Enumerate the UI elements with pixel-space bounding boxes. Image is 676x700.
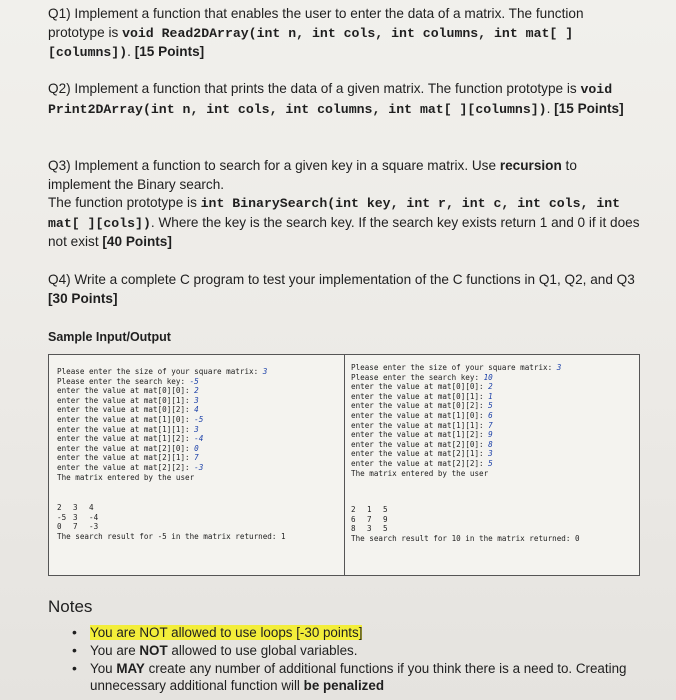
console-prompt: enter the value at mat[1][1]: (351, 420, 489, 430)
console-prompt: enter the value at mat[2][1]: (57, 453, 195, 463)
note-text: allowed to use global variables. (167, 643, 358, 658)
matrix-row (57, 513, 286, 523)
matrix-cell: -3 (89, 522, 99, 532)
console-line (57, 473, 267, 483)
console-input-value: 9 (488, 430, 493, 440)
console-input-value: 2 (194, 386, 199, 396)
matrix-cell: 3 (367, 524, 372, 534)
console-prompt: Please enter the search key: (351, 372, 484, 382)
question-3 (48, 157, 640, 252)
q4-text: Q4) Write a complete C program to test your implementation of the C functions in Q1, Q2, and Q3 (48, 272, 635, 287)
console-input-value: 3 (262, 367, 268, 376)
console-input-value: 2 (488, 382, 493, 392)
console-prompt: enter the value at mat[1][2]: (351, 430, 489, 440)
console-prompt: enter the value at mat[1][0]: (351, 410, 489, 420)
console-prompt: enter the value at mat[0][0]: (57, 386, 195, 396)
matrix-row (351, 505, 580, 515)
console-input-value: -5 (189, 376, 199, 386)
question-2 (48, 80, 640, 119)
console-prompt: enter the value at mat[1][0]: (57, 414, 195, 424)
q3-prototype: int BinarySearch(int key, int r, int c, int cols, int mat[ ][cols]) (48, 196, 621, 231)
console-prompt: enter the value at mat[0][2]: (351, 401, 489, 411)
console-input-value: 8 (488, 439, 493, 449)
matrix-cell: 0 (57, 522, 62, 532)
console-line (351, 373, 561, 383)
sample-title: Sample Input/Output (48, 330, 171, 344)
note-item (72, 624, 652, 641)
console-line (351, 459, 561, 469)
console-prompt: enter the value at mat[0][2]: (57, 405, 195, 415)
matrix-cell: -4 (89, 512, 99, 522)
sample-left-column (49, 355, 345, 575)
note-item (72, 660, 652, 694)
console-input-value: 5 (488, 401, 493, 411)
console-input-value: 3 (488, 449, 493, 459)
q3-text-a: Q3) Implement a function to search for a given key in a square matrix. Use (48, 158, 500, 173)
console-line (351, 421, 561, 431)
console-line (351, 469, 561, 479)
q1-points: [15 Points] (134, 44, 205, 60)
console-line (57, 425, 267, 435)
matrix-row (351, 515, 580, 525)
console-line (351, 363, 561, 373)
q3-recursion: recursion (499, 158, 562, 173)
console-input-value: 1 (488, 391, 493, 401)
note-no-loops: You are NOT allowed to use loops [-30 points] (90, 625, 363, 640)
q3-text-b: to implement the Binary search. (48, 158, 577, 192)
console-line (57, 453, 267, 463)
console-line (57, 415, 267, 425)
console-line (351, 382, 561, 392)
note-text: You (90, 661, 117, 676)
console-line (57, 367, 267, 377)
console-input-value: -3 (194, 462, 204, 472)
search-result-line: The search result for -5 in the matrix returned: 1 (57, 531, 286, 541)
console-line (351, 430, 561, 440)
note-bold: NOT (139, 643, 168, 658)
console-line (351, 392, 561, 402)
right-console-lines (351, 363, 561, 478)
q1-text: Q1) Implement a function that enables the user to enter the data of a matrix. The function prototype is (48, 6, 584, 40)
matrix-cell: 7 (367, 514, 372, 524)
console-input-value: 3 (194, 424, 199, 434)
matrix-cell: 5 (383, 505, 388, 514)
matrix-row (351, 524, 580, 534)
matrix-cell: 5 (383, 524, 388, 534)
console-input-value: 7 (488, 420, 493, 430)
console-prompt: enter the value at mat[2][0]: (351, 439, 489, 449)
q1-prototype: void Read2DArray(int n, int cols, int columns, int mat[ ][columns]) (48, 25, 574, 61)
console-prompt: enter the value at mat[1][2]: (57, 434, 195, 444)
q3-text-c: The function prototype is (48, 195, 201, 211)
console-prompt: The matrix entered by the user (351, 468, 489, 478)
sample-io-table (48, 354, 640, 576)
console-input-value: 3 (194, 395, 199, 405)
notes-title: Notes (48, 597, 93, 616)
note-bold: MAY (116, 661, 145, 676)
sample-right-column (345, 355, 639, 575)
console-line (57, 444, 267, 454)
matrix-cell: 2 (57, 503, 62, 512)
console-prompt: enter the value at mat[2][0]: (57, 443, 195, 453)
right-matrix-output (351, 505, 580, 543)
note-text: You are (90, 643, 140, 658)
matrix-cell: 3 (73, 503, 78, 512)
console-line (351, 401, 561, 411)
console-prompt: enter the value at mat[0][0]: (351, 382, 489, 392)
console-line (351, 449, 561, 459)
console-prompt: enter the value at mat[2][2]: (351, 458, 489, 468)
console-line (57, 405, 267, 415)
console-input-value: 6 (488, 410, 493, 420)
console-prompt: enter the value at mat[2][1]: (351, 449, 489, 459)
matrix-cell: -5 (57, 512, 67, 522)
matrix-cell: 9 (383, 514, 388, 524)
question-4 (48, 271, 640, 308)
console-input-value: -4 (194, 434, 204, 444)
q2-prototype: void Print2DArray(int n, int cols, int columns, int mat[ ][columns]) (48, 82, 613, 117)
matrix-cell: 2 (351, 505, 356, 514)
q2-points: [15 Points] (554, 100, 624, 116)
note-text: create any number of additional functions if you think there is a need to. Creating unnecessary additional function will (90, 661, 627, 693)
console-prompt: enter the value at mat[0][1]: (351, 391, 489, 401)
console-prompt: enter the value at mat[1][1]: (57, 424, 195, 434)
search-result-line: The search result for 10 in the matrix returned: 0 (351, 533, 580, 543)
console-prompt: enter the value at mat[2][2]: (57, 462, 195, 472)
console-input-value: 5 (488, 458, 493, 468)
notes-list (72, 624, 652, 695)
question-1 (48, 5, 640, 63)
q3-points: [40 Points] (102, 234, 172, 250)
console-input-value: 0 (194, 443, 199, 453)
matrix-cell: 3 (73, 512, 78, 522)
q3-text-d: . Where the key is the search key. If the search key exists return 1 and 0 if it does not exist (48, 214, 640, 250)
matrix-cell: 1 (367, 505, 372, 514)
console-line (57, 434, 267, 444)
left-matrix-output (57, 503, 286, 541)
console-input-value: 3 (556, 363, 562, 372)
console-line (351, 411, 561, 421)
matrix-row (57, 522, 286, 532)
matrix-row (57, 503, 286, 513)
q1-suffix: . (127, 44, 135, 60)
console-line (57, 386, 267, 396)
note-item (72, 642, 652, 659)
console-line (57, 377, 267, 387)
q2-suffix: . (546, 100, 555, 116)
console-line (57, 396, 267, 406)
note-bold: be penalized (303, 678, 385, 693)
matrix-cell: 7 (73, 522, 78, 532)
left-console-lines (57, 367, 267, 482)
console-prompt: Please enter the size of your square matrix: (57, 367, 263, 376)
matrix-cell: 4 (89, 503, 94, 512)
q4-points: [30 Points] (48, 290, 118, 306)
console-input-value: 10 (483, 372, 493, 382)
console-input-value: -5 (194, 414, 204, 424)
console-line (57, 463, 267, 473)
matrix-cell: 6 (351, 514, 356, 524)
console-input-value: 7 (194, 453, 199, 463)
matrix-cell: 8 (351, 524, 356, 534)
console-prompt: Please enter the search key: (57, 376, 190, 386)
q2-text: Q2) Implement a function that prints the data of a given matrix. The function prototype is (48, 81, 581, 96)
console-input-value: 4 (194, 405, 199, 415)
console-prompt: enter the value at mat[0][1]: (57, 395, 195, 405)
console-prompt: The matrix entered by the user (57, 472, 195, 482)
console-prompt: Please enter the size of your square matrix: (351, 363, 557, 372)
console-line (351, 440, 561, 450)
